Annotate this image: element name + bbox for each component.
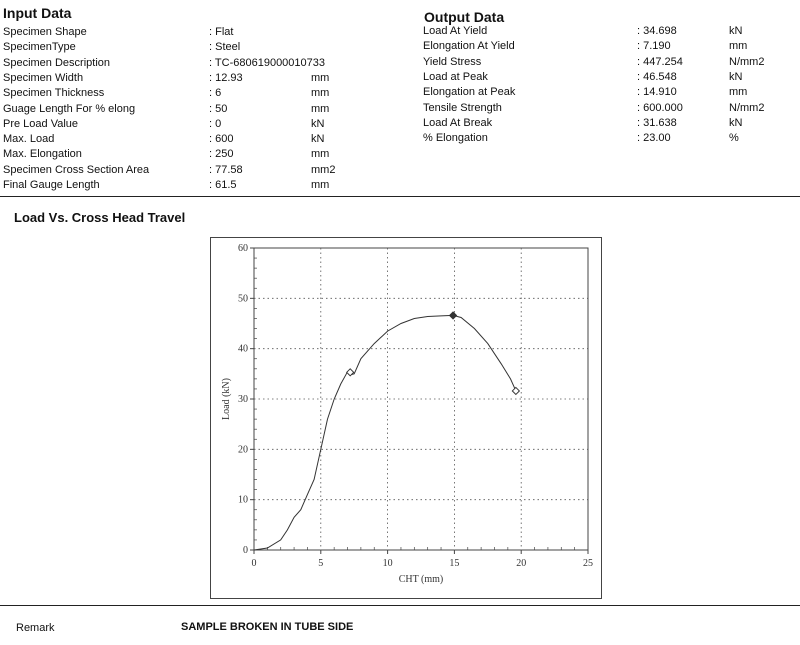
y-tick-label: 20 [238,444,248,456]
input-label: Specimen Description [3,56,110,69]
output-value: : 34.698 [637,25,677,37]
output-label: Load at Peak [423,70,488,83]
y-tick-label: 40 [238,343,248,355]
input-unit: mm [311,179,330,191]
input-value: : TC-680619000010733 [209,56,326,69]
input-unit: kN [311,117,325,130]
input-value: : 250 [209,148,234,161]
output-label: % Elongation [423,132,488,145]
load-vs-cht-chart [211,238,601,598]
output-value: : 31.638 [637,116,677,129]
input-value: : 0 [209,117,222,130]
output-data-title: Output Data [424,9,505,25]
output-value: : 7.190 [637,40,671,53]
y-tick-label: 60 [238,243,248,254]
input-label: Specimen Shape [3,26,87,38]
input-data-title: Input Data [3,5,72,21]
x-tick-label: 5 [318,558,324,569]
output-label: Elongation at Peak [423,86,516,99]
y-tick-label: 10 [238,494,248,506]
input-label: Max. Load [3,133,55,146]
output-unit: N/mm2 [729,55,765,68]
input-value: : Flat [209,26,234,38]
remark-value: SAMPLE BROKEN IN TUBE SIDE [181,621,354,633]
input-label: Max. Elongation [3,148,82,161]
x-tick-label: 15 [449,558,460,569]
data-marker [347,369,354,376]
input-unit: mm [311,148,330,161]
input-value: : 6 [209,87,222,100]
input-value: : 12.93 [209,71,243,84]
y-tick-label: 50 [238,293,248,305]
input-value: : 61.5 [209,179,237,191]
output-label: Elongation At Yield [423,40,515,53]
input-value: : 50 [209,102,228,115]
input-label: Final Gauge Length [3,179,100,191]
y-tick-label: 30 [238,394,248,405]
chart-title: Load Vs. Cross Head Travel [14,210,186,225]
output-value: : 14.910 [637,86,677,99]
input-value: : 600 [209,133,234,146]
input-label: Specimen Cross Section Area [3,163,150,176]
input-label: Guage Length For % elong [3,102,136,115]
x-tick-label: 25 [583,558,593,569]
output-label: Tensile Strength [423,101,502,114]
data-marker [512,387,519,394]
data-marker [450,312,457,319]
input-value: : Steel [209,41,241,54]
x-tick-label: 20 [516,558,527,569]
x-tick-label: 10 [382,558,393,569]
y-axis-label: Load (kN) [221,378,232,420]
input-unit: kN [311,133,325,146]
input-value: : 77.58 [209,163,243,176]
output-label: Load At Yield [423,25,488,37]
input-label: Pre Load Value [3,117,79,130]
input-label: SpecimenType [3,41,76,54]
y-tick-label: 0 [243,545,248,556]
output-label: Yield Stress [423,55,482,68]
input-unit: mm2 [311,163,336,176]
input-unit: mm [311,87,330,100]
input-unit: mm [311,102,330,115]
bottom-divider [0,605,800,606]
remark-label: Remark [16,622,55,634]
output-label: Load At Break [423,116,493,129]
output-unit: kN [729,70,743,83]
output-value: : 600.000 [637,101,683,114]
x-tick-label: 0 [251,558,257,569]
x-axis-label: CHT (mm) [398,574,444,585]
output-unit: mm [729,40,748,53]
chart-frame [210,237,602,599]
output-value: : 46.548 [637,70,677,83]
output-unit: kN [729,116,743,129]
output-unit: N/mm2 [729,101,765,114]
input-label: Specimen Thickness [3,87,105,100]
input-label: Specimen Width [3,71,84,84]
output-value: : 23.00 [637,132,671,145]
output-value: : 447.254 [637,55,683,68]
input-unit: mm [311,71,330,84]
load-curve [254,315,516,550]
top-divider [0,196,800,197]
output-unit: kN [729,25,743,37]
output-unit: % [729,132,739,145]
output-unit: mm [729,86,748,99]
